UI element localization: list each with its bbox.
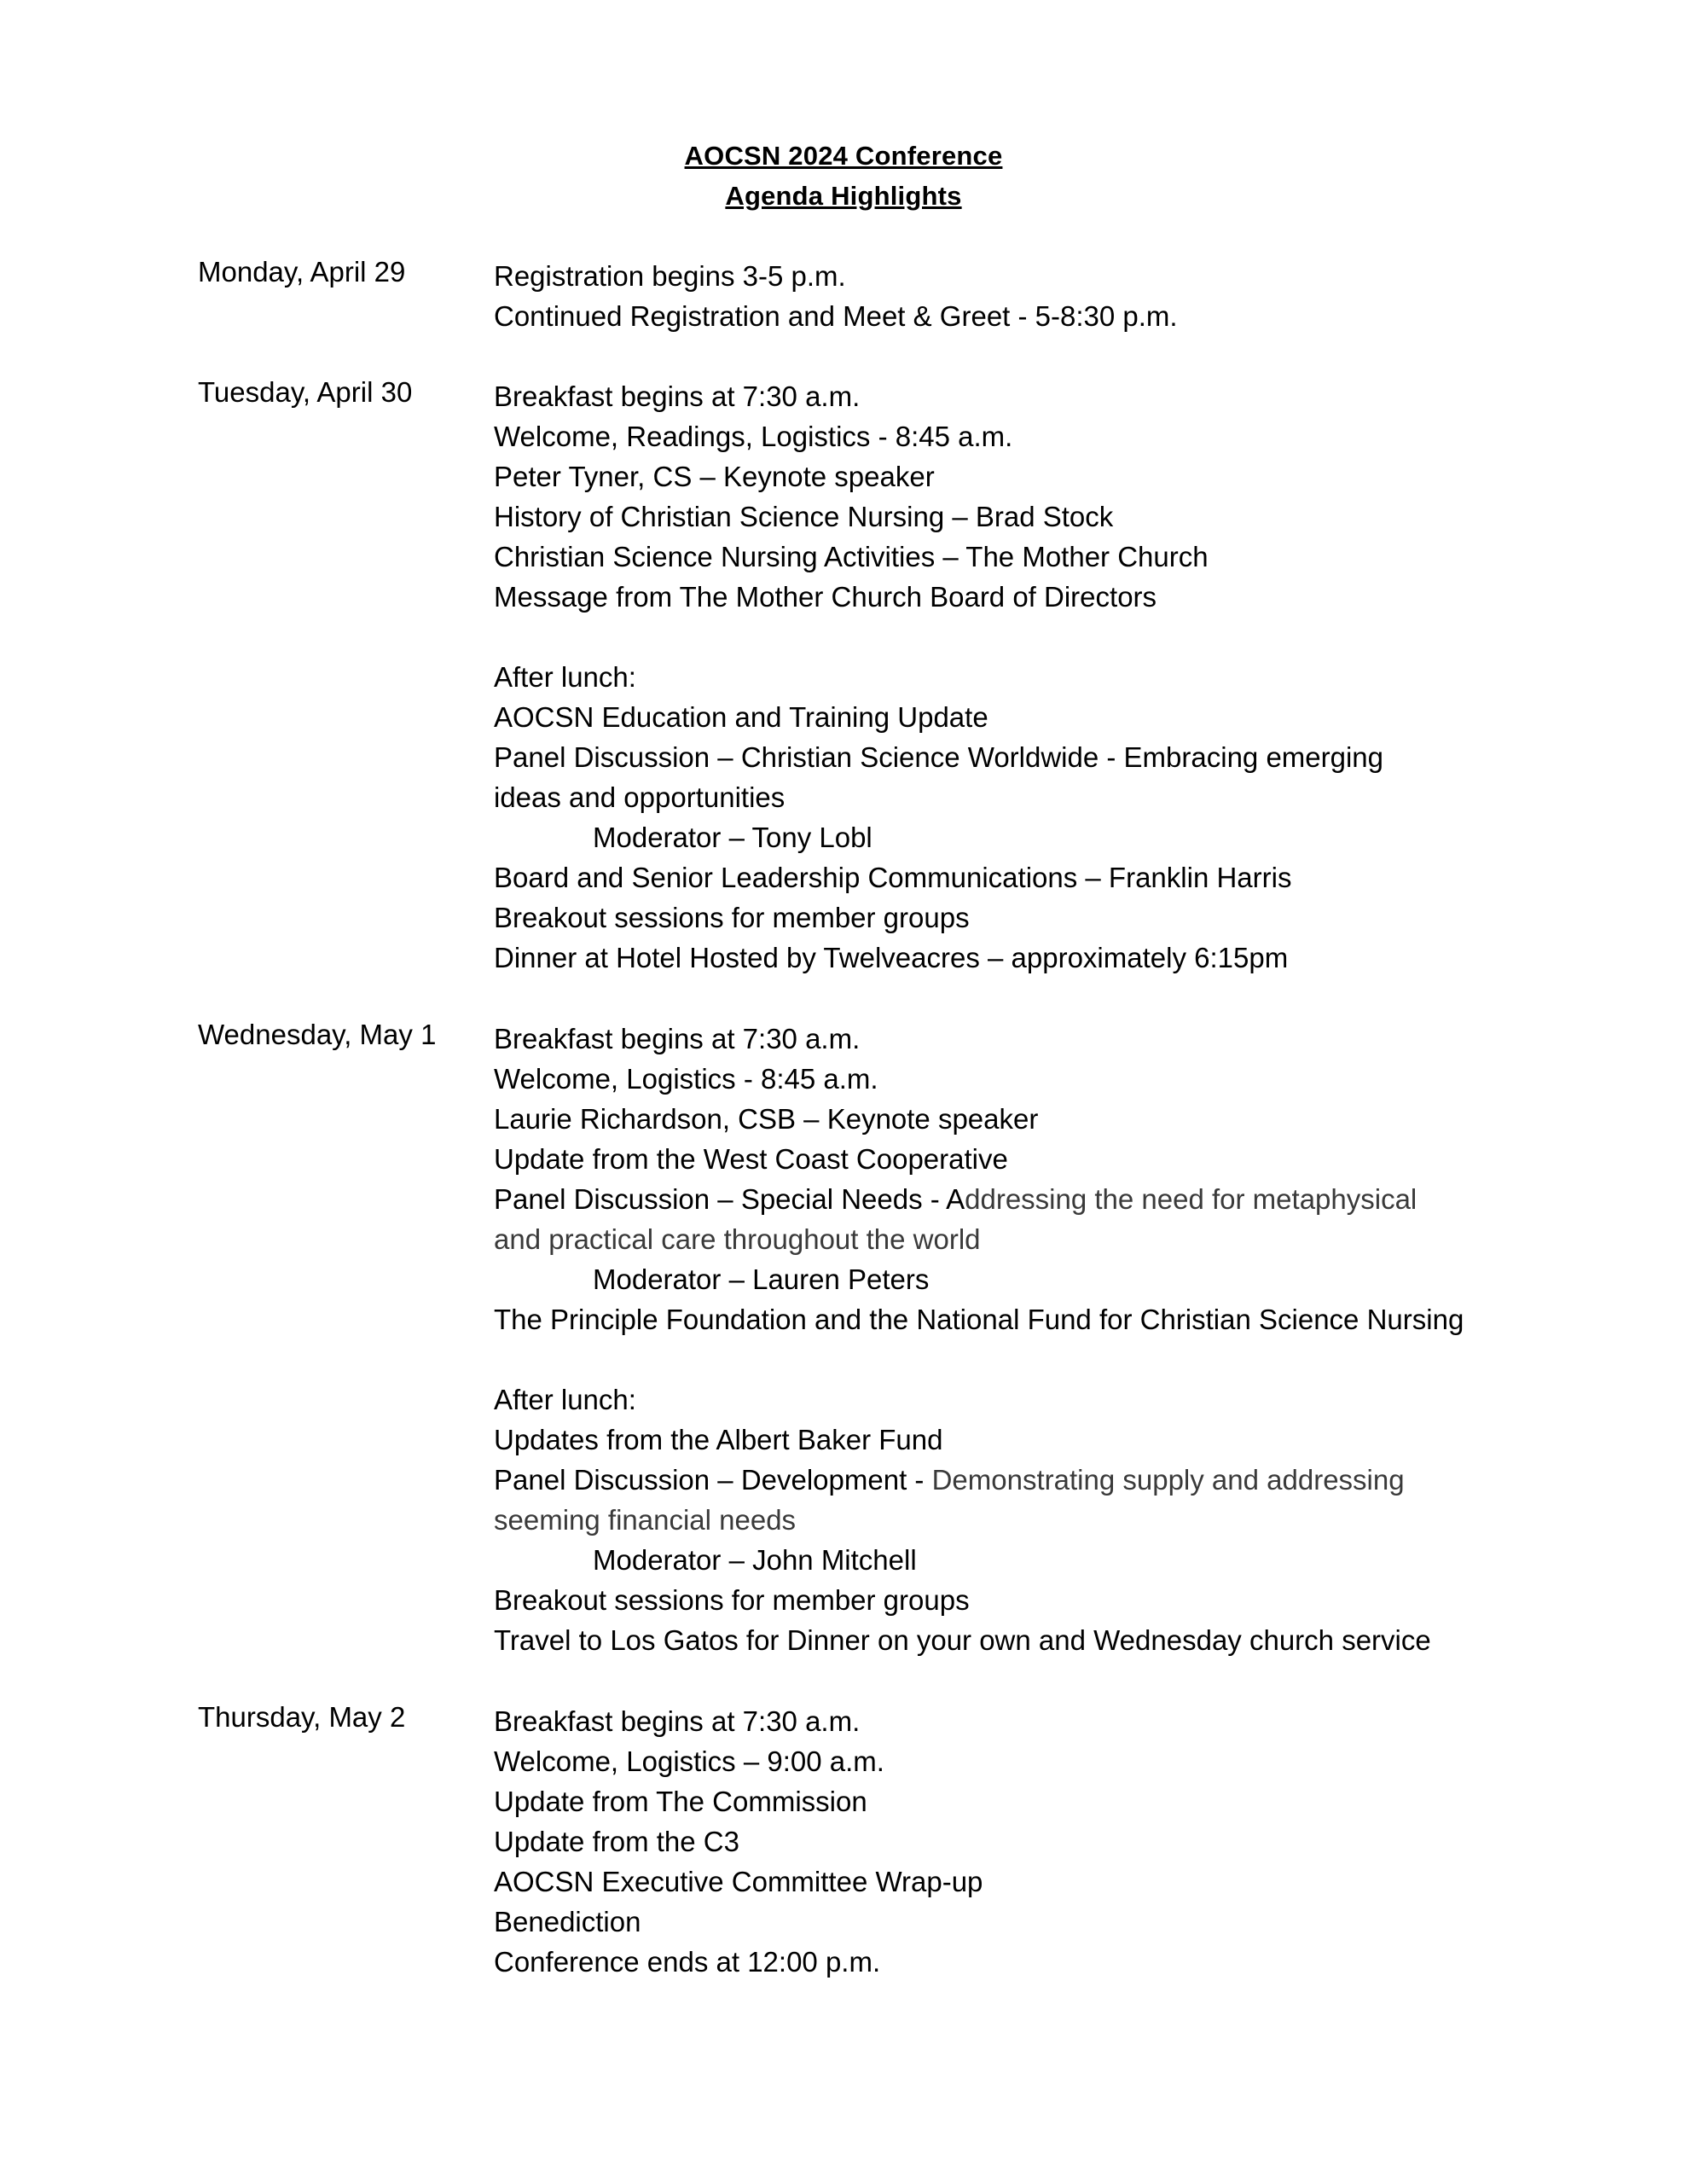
agenda-item: History of Christian Science Nursing – Brad Stock (494, 501, 1114, 532)
agenda-item: Breakfast begins at 7:30 a.m. (494, 1705, 861, 1737)
panel-discussion-special-needs (494, 1179, 1449, 1259)
agenda-item: Christian Science Nursing Activities – The Mother Church (494, 541, 1209, 572)
agenda-item: Update from the C3 (494, 1826, 739, 1857)
page-title-line1: AOCSN 2024 Conference (684, 141, 1003, 171)
day-label-thursday: Thursday, May 2 (198, 1701, 406, 1733)
agenda-item: Welcome, Readings, Logistics - 8:45 a.m. (494, 421, 1013, 452)
agenda-item: Welcome, Logistics - 8:45 a.m. (494, 1063, 878, 1095)
agenda-item: Laurie Richardson, CSB – Keynote speaker (494, 1103, 1039, 1135)
agenda-item: AOCSN Executive Committee Wrap-up (494, 1866, 983, 1897)
agenda-item: Conference ends at 12:00 p.m. (494, 1946, 881, 1978)
after-lunch-label: After lunch: (494, 661, 636, 693)
moderator-line: Moderator – Tony Lobl (593, 822, 872, 853)
day-label-monday: Monday, April 29 (198, 256, 406, 288)
day-agenda-tuesday (494, 376, 1492, 978)
spacer (494, 1339, 1492, 1380)
moderator-line: Moderator – John Mitchell (593, 1544, 917, 1576)
page-title-line2: Agenda Highlights (725, 181, 962, 211)
day-label-tuesday: Tuesday, April 30 (198, 376, 413, 408)
agenda-item: The Principle Foundation and the National Fund for Christian Science Nursing (494, 1304, 1464, 1335)
panel-subtitle: ddressing the need for metaphysical and practical care throughout the world (494, 1183, 1417, 1255)
agenda-item: Panel Discussion – Christian Science Worldwide - Embracing emerging ideas and opportunities (494, 741, 1384, 813)
agenda-item: Peter Tyner, CS – Keynote speaker (494, 461, 935, 492)
agenda-item: Breakfast begins at 7:30 a.m. (494, 1023, 861, 1054)
panel-discussion-development (494, 1460, 1415, 1540)
day-agenda-thursday (494, 1701, 1492, 1982)
agenda-item: Welcome, Logistics – 9:00 a.m. (494, 1745, 884, 1777)
agenda-item: Travel to Los Gatos for Dinner on your own and Wednesday church service (494, 1624, 1431, 1656)
moderator-line: Moderator – Lauren Peters (593, 1263, 930, 1295)
agenda-item: AOCSN Education and Training Update (494, 701, 988, 733)
agenda-item: Message from The Mother Church Board of Directors (494, 581, 1157, 613)
agenda-item: Breakfast begins at 7:30 a.m. (494, 380, 861, 412)
agenda-item: Breakout sessions for member groups (494, 1584, 970, 1616)
agenda-item: Continued Registration and Meet & Greet - 5-8:30 p.m. (494, 300, 1178, 332)
spacer (494, 617, 1492, 657)
agenda-item: Board and Senior Leadership Communications – Franklin Harris (494, 862, 1292, 893)
panel-subtitle: Demonstrating supply and addressing seeming financial needs (494, 1464, 1405, 1536)
agenda-item: Update from The Commission (494, 1786, 867, 1817)
after-lunch-label: After lunch: (494, 1384, 636, 1415)
agenda-item: Breakout sessions for member groups (494, 902, 970, 933)
agenda-item: Dinner at Hotel Hosted by Twelveacres – approximately 6:15pm (494, 942, 1289, 973)
day-agenda-wednesday (494, 1019, 1492, 1660)
agenda-item: Registration begins 3-5 p.m. (494, 260, 846, 292)
panel-title: Panel Discussion – Development - (494, 1464, 932, 1496)
agenda-item: Benediction (494, 1906, 641, 1937)
day-agenda-monday (494, 256, 1492, 336)
agenda-item: Update from the West Coast Cooperative (494, 1143, 1008, 1175)
agenda-item: Updates from the Albert Baker Fund (494, 1424, 943, 1455)
day-label-wednesday: Wednesday, May 1 (198, 1019, 437, 1050)
panel-title: Panel Discussion – Special Needs - A (494, 1183, 965, 1215)
